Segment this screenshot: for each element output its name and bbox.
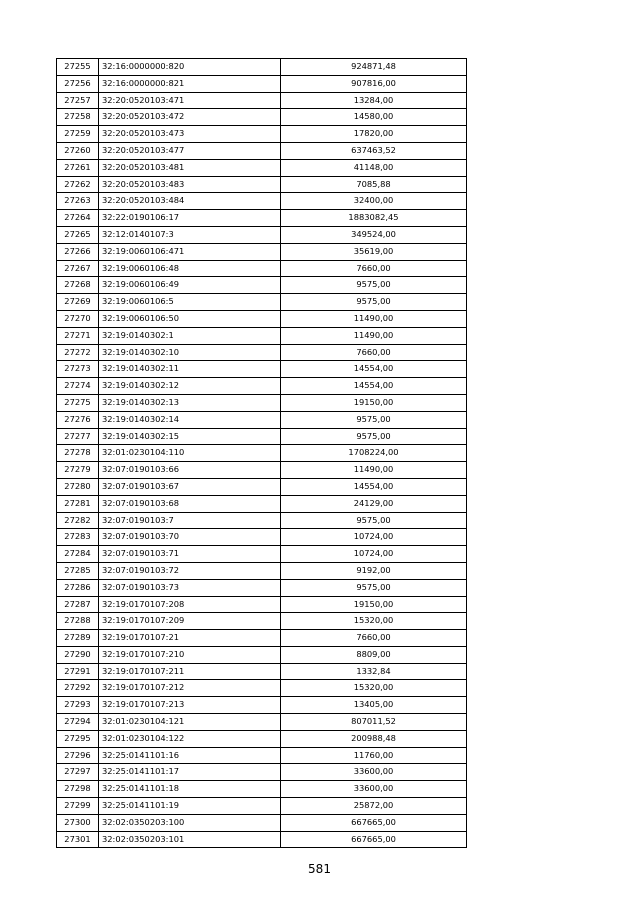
cadastral-value-cell: 9575,00: [281, 428, 467, 445]
cadastral-number-cell: 32:25:0141101:17: [99, 764, 281, 781]
row-number-cell: 27296: [57, 747, 99, 764]
row-number-cell: 27266: [57, 243, 99, 260]
row-number-cell: 27269: [57, 294, 99, 311]
row-number-cell: 27279: [57, 462, 99, 479]
table-row: [57, 310, 467, 327]
page-number: 581: [308, 862, 331, 876]
cadastral-number-cell: 32:20:0520103:471: [99, 92, 281, 109]
table-row: [57, 798, 467, 815]
cadastral-value-cell: 667665,00: [281, 831, 467, 848]
table-row: [57, 546, 467, 563]
cadastral-number-cell: 32:19:0060106:471: [99, 243, 281, 260]
table-row: [57, 394, 467, 411]
cadastral-number-cell: 32:19:0170107:211: [99, 663, 281, 680]
cadastral-number-cell: 32:25:0141101:19: [99, 798, 281, 815]
table-row: [57, 747, 467, 764]
cadastral-number-cell: 32:19:0140302:15: [99, 428, 281, 445]
table-row: [57, 411, 467, 428]
table-row: [57, 680, 467, 697]
row-number-cell: 27299: [57, 798, 99, 815]
table-row: [57, 294, 467, 311]
cadastral-number-cell: 32:20:0520103:481: [99, 159, 281, 176]
table-row: [57, 579, 467, 596]
cadastral-value-cell: 15320,00: [281, 613, 467, 630]
cadastral-number-cell: 32:07:0190103:72: [99, 562, 281, 579]
cadastral-value-cell: 11760,00: [281, 747, 467, 764]
cadastral-value-cell: 41148,00: [281, 159, 467, 176]
table-row: [57, 176, 467, 193]
table-row: [57, 193, 467, 210]
cadastral-number-cell: 32:19:0140302:12: [99, 378, 281, 395]
cadastral-value-cell: 9575,00: [281, 277, 467, 294]
cadastral-number-cell: 32:07:0190103:71: [99, 546, 281, 563]
cadastral-number-cell: 32:20:0520103:472: [99, 109, 281, 126]
cadastral-value-cell: 7660,00: [281, 260, 467, 277]
cadastral-number-cell: 32:25:0141101:16: [99, 747, 281, 764]
row-number-cell: 27290: [57, 646, 99, 663]
cadastral-number-cell: 32:19:0140302:1: [99, 327, 281, 344]
cadastral-value-cell: 35619,00: [281, 243, 467, 260]
row-number-cell: 27293: [57, 697, 99, 714]
cadastral-number-cell: 32:25:0141101:18: [99, 781, 281, 798]
cadastral-value-cell: 9192,00: [281, 562, 467, 579]
cadastral-value-cell: 637463,52: [281, 142, 467, 159]
cadastral-number-cell: 32:07:0190103:68: [99, 495, 281, 512]
table-row: [57, 109, 467, 126]
row-number-cell: 27298: [57, 781, 99, 798]
cadastral-value-cell: 7660,00: [281, 630, 467, 647]
table-row: [57, 646, 467, 663]
cadastral-number-cell: 32:12:0140107:3: [99, 226, 281, 243]
table-row: [57, 92, 467, 109]
table-row: [57, 327, 467, 344]
cadastral-value-cell: 8809,00: [281, 646, 467, 663]
table-row: [57, 764, 467, 781]
table-row: [57, 210, 467, 227]
table-row: [57, 75, 467, 92]
table-row: [57, 126, 467, 143]
cadastral-value-cell: 17820,00: [281, 126, 467, 143]
row-number-cell: 27256: [57, 75, 99, 92]
cadastral-number-cell: 32:19:0060106:48: [99, 260, 281, 277]
cadastral-value-cell: 1708224,00: [281, 445, 467, 462]
table-row: [57, 630, 467, 647]
row-number-cell: 27283: [57, 529, 99, 546]
cadastral-number-cell: 32:07:0190103:67: [99, 478, 281, 495]
row-number-cell: 27257: [57, 92, 99, 109]
cadastral-value-cell: 33600,00: [281, 764, 467, 781]
row-number-cell: 27284: [57, 546, 99, 563]
row-number-cell: 27261: [57, 159, 99, 176]
table-row: [57, 714, 467, 731]
table-row: [57, 730, 467, 747]
cadastral-value-cell: 1332,84: [281, 663, 467, 680]
table-row: [57, 814, 467, 831]
cadastral-value-cell: 349524,00: [281, 226, 467, 243]
cadastral-value-cell: 11490,00: [281, 327, 467, 344]
cadastral-value-cell: 667665,00: [281, 814, 467, 831]
table-row: [57, 697, 467, 714]
cadastral-value-cell: 200988,48: [281, 730, 467, 747]
row-number-cell: 27260: [57, 142, 99, 159]
cadastral-number-cell: 32:07:0190103:7: [99, 512, 281, 529]
row-number-cell: 27273: [57, 361, 99, 378]
row-number-cell: 27272: [57, 344, 99, 361]
cadastral-number-cell: 32:19:0140302:13: [99, 394, 281, 411]
cadastral-number-cell: 32:19:0060106:5: [99, 294, 281, 311]
cadastral-number-cell: 32:20:0520103:477: [99, 142, 281, 159]
cadastral-number-cell: 32:19:0170107:213: [99, 697, 281, 714]
row-number-cell: 27281: [57, 495, 99, 512]
cadastral-number-cell: 32:19:0170107:212: [99, 680, 281, 697]
cadastral-number-cell: 32:16:0000000:820: [99, 59, 281, 76]
table-row: [57, 831, 467, 848]
cadastral-value-cell: 11490,00: [281, 462, 467, 479]
cadastral-number-cell: 32:19:0170107:21: [99, 630, 281, 647]
row-number-cell: 27287: [57, 596, 99, 613]
row-number-cell: 27289: [57, 630, 99, 647]
table-row: [57, 344, 467, 361]
row-number-cell: 27265: [57, 226, 99, 243]
row-number-cell: 27274: [57, 378, 99, 395]
row-number-cell: 27277: [57, 428, 99, 445]
cadastral-value-cell: 14554,00: [281, 361, 467, 378]
row-number-cell: 27262: [57, 176, 99, 193]
cadastral-number-cell: 32:02:0350203:100: [99, 814, 281, 831]
table-row: [57, 613, 467, 630]
cadastral-value-cell: 9575,00: [281, 512, 467, 529]
cadastral-number-cell: 32:20:0520103:473: [99, 126, 281, 143]
table-row: [57, 462, 467, 479]
cadastral-value-cell: 924871,48: [281, 59, 467, 76]
table-row: [57, 378, 467, 395]
row-number-cell: 27285: [57, 562, 99, 579]
row-number-cell: 27275: [57, 394, 99, 411]
table-row: [57, 512, 467, 529]
row-number-cell: 27276: [57, 411, 99, 428]
table-row: [57, 529, 467, 546]
cadastral-number-cell: 32:16:0000000:821: [99, 75, 281, 92]
cadastral-number-cell: 32:02:0350203:101: [99, 831, 281, 848]
cadastral-table-container: [56, 58, 467, 848]
cadastral-number-cell: 32:22:0190106:17: [99, 210, 281, 227]
row-number-cell: 27295: [57, 730, 99, 747]
cadastral-value-cell: 19150,00: [281, 394, 467, 411]
cadastral-value-cell: 13284,00: [281, 92, 467, 109]
row-number-cell: 27264: [57, 210, 99, 227]
table-row: [57, 596, 467, 613]
cadastral-value-cell: 32400,00: [281, 193, 467, 210]
cadastral-number-cell: 32:19:0170107:210: [99, 646, 281, 663]
cadastral-value-cell: 14554,00: [281, 478, 467, 495]
table-body: [57, 59, 467, 848]
cadastral-number-cell: 32:20:0520103:483: [99, 176, 281, 193]
row-number-cell: 27278: [57, 445, 99, 462]
row-number-cell: 27267: [57, 260, 99, 277]
cadastral-value-cell: 807011,52: [281, 714, 467, 731]
row-number-cell: 27300: [57, 814, 99, 831]
row-number-cell: 27270: [57, 310, 99, 327]
cadastral-number-cell: 32:19:0060106:50: [99, 310, 281, 327]
row-number-cell: 27301: [57, 831, 99, 848]
cadastral-value-cell: 33600,00: [281, 781, 467, 798]
cadastral-number-cell: 32:07:0190103:66: [99, 462, 281, 479]
cadastral-number-cell: 32:01:0230104:122: [99, 730, 281, 747]
row-number-cell: 27280: [57, 478, 99, 495]
table-row: [57, 260, 467, 277]
cadastral-value-cell: 14580,00: [281, 109, 467, 126]
table-row: [57, 142, 467, 159]
cadastral-value-cell: 25872,00: [281, 798, 467, 815]
table-row: [57, 663, 467, 680]
cadastral-value-cell: 10724,00: [281, 529, 467, 546]
cadastral-number-cell: 32:19:0140302:14: [99, 411, 281, 428]
table-row: [57, 277, 467, 294]
row-number-cell: 27271: [57, 327, 99, 344]
cadastral-value-table: [56, 58, 467, 848]
table-row: [57, 428, 467, 445]
cadastral-number-cell: 32:19:0140302:10: [99, 344, 281, 361]
cadastral-number-cell: 32:19:0060106:49: [99, 277, 281, 294]
cadastral-value-cell: 9575,00: [281, 411, 467, 428]
table-row: [57, 495, 467, 512]
cadastral-value-cell: 13405,00: [281, 697, 467, 714]
cadastral-value-cell: 7660,00: [281, 344, 467, 361]
table-row: [57, 361, 467, 378]
table-row: [57, 226, 467, 243]
table-row: [57, 243, 467, 260]
cadastral-value-cell: 907816,00: [281, 75, 467, 92]
cadastral-number-cell: 32:19:0140302:11: [99, 361, 281, 378]
cadastral-value-cell: 24129,00: [281, 495, 467, 512]
cadastral-number-cell: 32:07:0190103:70: [99, 529, 281, 546]
cadastral-number-cell: 32:20:0520103:484: [99, 193, 281, 210]
cadastral-value-cell: 9575,00: [281, 294, 467, 311]
cadastral-value-cell: 11490,00: [281, 310, 467, 327]
table-row: [57, 159, 467, 176]
row-number-cell: 27258: [57, 109, 99, 126]
row-number-cell: 27297: [57, 764, 99, 781]
cadastral-number-cell: 32:07:0190103:73: [99, 579, 281, 596]
row-number-cell: 27294: [57, 714, 99, 731]
cadastral-number-cell: 32:01:0230104:121: [99, 714, 281, 731]
row-number-cell: 27291: [57, 663, 99, 680]
cadastral-value-cell: 9575,00: [281, 579, 467, 596]
cadastral-value-cell: 7085,88: [281, 176, 467, 193]
row-number-cell: 27282: [57, 512, 99, 529]
table-row: [57, 562, 467, 579]
cadastral-value-cell: 14554,00: [281, 378, 467, 395]
cadastral-value-cell: 19150,00: [281, 596, 467, 613]
table-row: [57, 478, 467, 495]
row-number-cell: 27263: [57, 193, 99, 210]
cadastral-number-cell: 32:19:0170107:208: [99, 596, 281, 613]
row-number-cell: 27259: [57, 126, 99, 143]
row-number-cell: 27292: [57, 680, 99, 697]
row-number-cell: 27288: [57, 613, 99, 630]
table-row: [57, 445, 467, 462]
cadastral-number-cell: 32:19:0170107:209: [99, 613, 281, 630]
table-row: [57, 59, 467, 76]
cadastral-value-cell: 10724,00: [281, 546, 467, 563]
row-number-cell: 27255: [57, 59, 99, 76]
cadastral-value-cell: 15320,00: [281, 680, 467, 697]
table-row: [57, 781, 467, 798]
row-number-cell: 27268: [57, 277, 99, 294]
cadastral-number-cell: 32:01:0230104:110: [99, 445, 281, 462]
cadastral-value-cell: 1883082,45: [281, 210, 467, 227]
row-number-cell: 27286: [57, 579, 99, 596]
